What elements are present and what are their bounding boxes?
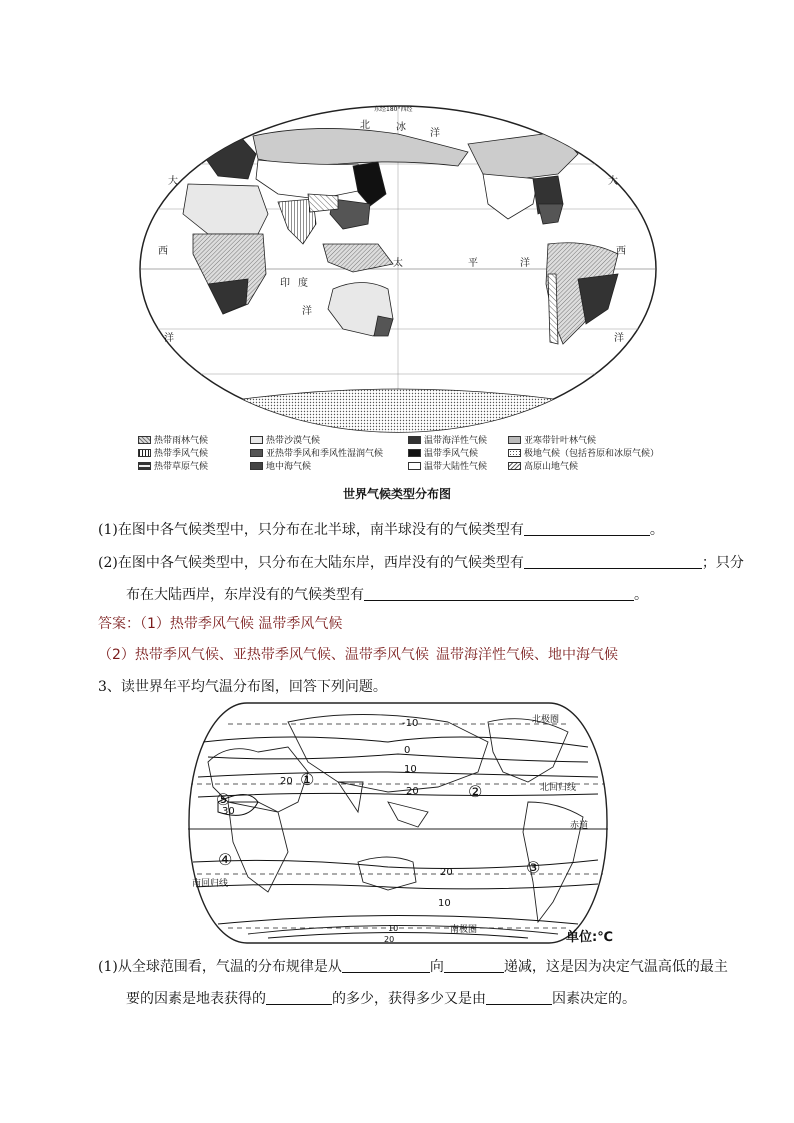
ocean-label: 洋 [520,258,530,269]
legend-item: 温带大陆性气候 [408,459,487,472]
meridian-label: 东经180°西经 [374,106,413,113]
arctic-circle-label: 北极圈 [532,715,560,725]
ocean-label: 洋 [164,333,174,344]
question-3-1a: (1)从全球范围看，气温的分布规律是从 向 递减，这是因为决定气温高低的最主 [98,959,728,975]
ocean-label: 洋 [614,333,624,344]
legend-item: 温带季风气候 [408,446,478,459]
circle-marker-4: ④ [218,850,233,869]
isotherm-label: 10 [388,924,399,933]
isotherm-label: 0 [404,745,411,756]
antarctic-circle-label: 南极圈 [450,925,478,935]
legend-item: 热带季风气候 [138,446,208,459]
answer-blank[interactable] [364,586,634,601]
isotherm-label: 10 [404,764,417,775]
question-3-title: 3、读世界年平均气温分布图，回答下列问题。 [98,679,387,695]
legend-item: 极地气候（包括苔原和冰原气候） [508,446,659,459]
isotherm-label: 10 [438,898,451,909]
subarctic-taiga-swatch [508,436,521,444]
isotherm-label: 20 [440,867,453,878]
ocean-label: 大 [168,176,178,187]
question-2b: 布在大陆西岸，东岸没有的气候类型有 。 [126,587,648,603]
circle-marker-2: ② [468,782,483,801]
question-1: (1)在图中各气候类型中，只分布在北半球，南半球没有的气候类型有 。 [98,522,664,538]
ocean-label: 西 [158,246,168,257]
legend-item: 亚寒带针叶林气候 [508,433,596,446]
question-2a: (2)在图中各气候类型中，只分布在大陆东岸，西岸没有的气候类型有 ；只分 [98,555,744,571]
answer-2-right: 温带海洋性气候、地中海气候 [436,647,618,663]
ocean-label: 洋 [302,306,312,317]
legend-item: 热带雨林气候 [138,433,208,446]
tropical-savanna-swatch [138,462,151,470]
answer-blank[interactable] [342,958,430,973]
ocean-label: 平 [468,258,478,269]
answer-blank[interactable] [524,554,702,569]
polar-swatch [508,449,521,457]
tropical-monsoon-swatch [138,449,151,457]
unit-label: 单位:℃ [566,930,613,945]
ocean-label: 度 [298,278,308,289]
temperate-oceanic-swatch [408,436,421,444]
temperate-monsoon-swatch [408,449,421,457]
ocean-label: 大 [608,176,618,187]
legend-item: 高原山地气候 [508,459,578,472]
tropical-rainforest-swatch [138,436,151,444]
legend-item: 热带沙漠气候 [250,433,320,446]
legend-item: 地中海气候 [250,459,311,472]
tropic-capricorn-label: 南回归线 [192,879,229,889]
circle-marker-3: ③ [526,858,541,877]
ocean-label: 北 [360,120,370,131]
ocean-label: 太 [393,258,403,269]
answer-blank[interactable] [524,521,650,536]
isotherm-label: -10 [402,718,419,729]
mediterranean-swatch [250,462,263,470]
isotherm-map [188,702,608,946]
temperate-continental-swatch [408,462,421,470]
answer-blank[interactable] [266,990,332,1005]
answer-blank[interactable] [444,958,504,973]
answer-2-left: （2）热带季风气候、亚热带季风气候、温带季风气候 [98,647,429,663]
question-3-1b: 要的因素是地表获得的 的多少，获得多少又是由 因素决定的。 [126,991,636,1007]
ocean-label: 印 [280,278,290,289]
legend-item: 热带草原气候 [138,459,208,472]
ocean-label: 西 [616,246,626,257]
circle-marker-1: ① [300,770,315,789]
ocean-label: 洋 [430,128,440,139]
legend-item: 温带海洋性气候 [408,433,487,446]
tropic-cancer-label: 北回归线 [540,783,577,793]
answer-1: 答案：（1）热带季风气候 温带季风气候 [98,616,343,632]
isotherm-label: 20 [384,935,395,944]
legend-item: 亚热带季风和季风性湿润气候 [250,446,383,459]
equator-label: 赤道 [570,821,589,831]
ocean-label: 冰 [396,122,406,133]
answer-blank[interactable] [486,990,552,1005]
isotherm-label: 20 [406,786,419,797]
tropical-desert-swatch [250,436,263,444]
map-caption: 世界气候类型分布图 [342,487,451,501]
circle-marker-5: ⑤ [216,790,231,809]
isotherm-label: 30 [222,806,235,817]
climate-map [138,104,658,434]
highland-swatch [508,462,521,470]
subtropical-swatch [250,449,263,457]
isotherm-label: 20 [280,776,293,787]
